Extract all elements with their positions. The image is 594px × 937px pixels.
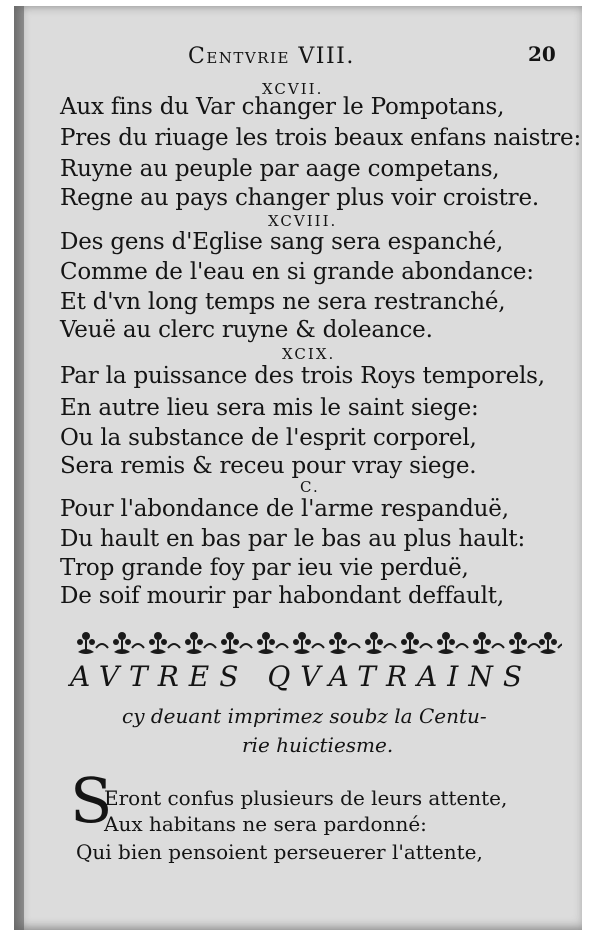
verse-line: Veuë au clerc ruyne & doleance. (60, 317, 433, 343)
verse-line: En autre lieu sera mis le saint siege: (60, 395, 479, 421)
verse-line: De soif mourir par habondant deffault, (60, 583, 504, 609)
verse-line: Trop grande foy par ieu vie perduë, (60, 555, 469, 581)
quatrain-number: XCVII. (262, 80, 324, 98)
verse-line: Pres du riuage les trois beaux enfans naistre: (60, 125, 582, 151)
verse-line: Aux fins du Var changer le Pompotans, (60, 94, 505, 120)
quatrain-number: C. (300, 478, 320, 496)
verse-line: Aux habitans ne sera pardonné: (104, 812, 427, 836)
verse-line: Sera remis & receu pour vray siege. (60, 453, 477, 479)
quatrain-number: XCIX. (282, 345, 336, 363)
verse-line: Qui bien pensoient perseuerer l'attente, (76, 840, 483, 864)
page-number: 20 (528, 42, 556, 66)
running-head: Centvrie VIII. (188, 44, 355, 69)
section-heading: AVTRES QVATRAINS (70, 660, 533, 693)
verse-line: Pour l'abondance de l'arme respanduë, (60, 496, 509, 522)
verse-line: Du hault en bas par le bas au plus hault: (60, 526, 525, 552)
section-subheading-line: cy deuant imprimez soubz la Centu- (122, 704, 487, 728)
verse-line: Des gens d'Eglise sang sera espanché, (60, 229, 504, 255)
page-binding-shadow (14, 6, 24, 930)
verse-line: Par la puissance des trois Roys temporels, (60, 363, 545, 389)
verse-line: Eront confus plusieurs de leurs attente, (104, 786, 508, 810)
verse-line: Comme de l'eau en si grande abondance: (60, 259, 534, 285)
verse-line: Ruyne au peuple par aage competans, (60, 156, 500, 182)
drop-cap: S (70, 764, 113, 837)
verse-line: Regne au pays changer plus voir croistre. (60, 185, 539, 211)
ornament-band (76, 626, 562, 658)
quatrain-number: XCVIII. (268, 212, 338, 230)
verse-line: Ou la substance de l'esprit corporel, (60, 425, 477, 451)
verse-line: Et d'vn long temps ne sera restranché, (60, 289, 506, 315)
section-subheading-line: rie huictiesme. (242, 733, 394, 757)
